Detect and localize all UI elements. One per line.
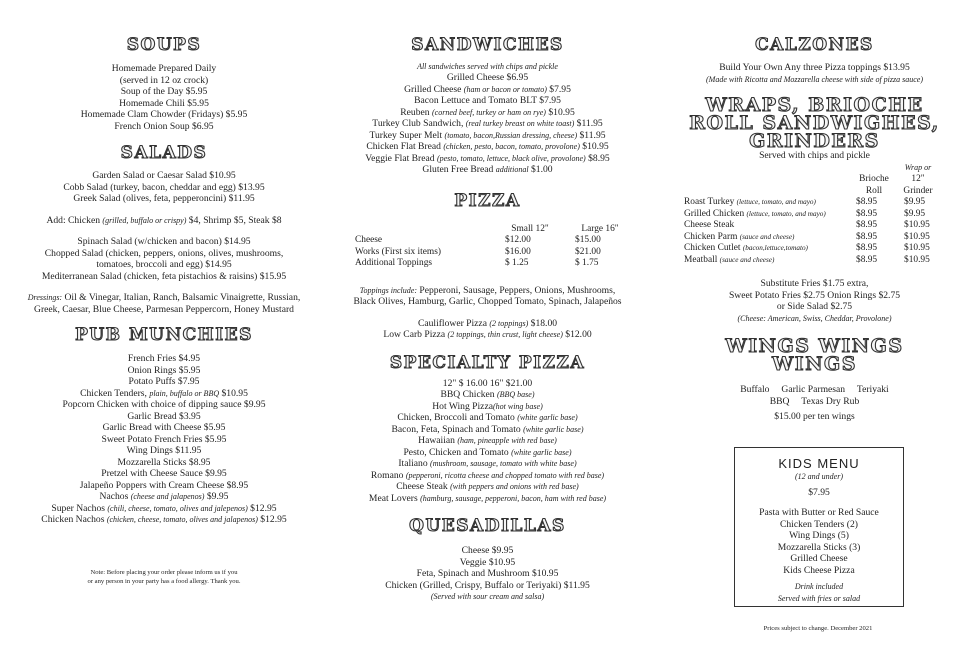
wraps-price-w: $9.95: [904, 208, 926, 219]
sandwich-item: Turkey Club Sandwich, (real turkey breast on white toast) $11.95: [372, 118, 603, 129]
wing-flavors-1: Buffalo Garlic Parmesan Teriyaki: [740, 384, 889, 395]
specialty-sizes: 12" $ 16.00 16" $21.00: [442, 377, 533, 389]
substitute-line-3: or Side Salad $2.75: [776, 301, 853, 312]
wraps-heading-1: WRAPS, BRIOCHE: [705, 94, 924, 116]
pub-munchie-item: Super Nachos (chili, cheese, tomato, olives and jalepenos) $12.95: [51, 502, 277, 514]
soups-heading: SOUPS: [126, 35, 202, 55]
kids-item: Chicken Tenders (2): [779, 518, 858, 530]
soup-item: Soup of the Day $5.95: [120, 86, 208, 97]
pizza-cell-name: Cheese: [355, 235, 383, 245]
wraps-col-brioche: Brioche Roll: [859, 174, 889, 196]
pizza-row: [355, 258, 635, 270]
salad-add-ons: Add: Chicken (grilled, buffalo or crispy) $4, Shrimp $5, Steak $8: [46, 214, 282, 226]
kids-drink: Drink included: [794, 582, 844, 591]
pizza-cell-name: Additional Toppings: [355, 258, 433, 268]
column-middle: [325, 0, 650, 603]
specialty-pizza-item: Pesto, Chicken and Tomato (white garlic base): [403, 446, 572, 458]
wraps-item-name: Meatball (sauce and cheese): [684, 254, 775, 265]
wraps-item-name: Cheese Steak: [684, 220, 735, 230]
wraps-price-w: $10.95: [904, 243, 930, 253]
kids-item: Grilled Cheese: [790, 553, 848, 564]
calzones-heading: CALZONES: [755, 35, 874, 55]
pizza-cell-large: $ 1.75: [575, 258, 599, 268]
sandwich-item: Bacon Lettuce and Tomato BLT $7.95: [414, 95, 561, 106]
wraps-price-b: $8.95: [856, 220, 878, 230]
pub-munchie-item: Onion Rings $5.95: [127, 364, 201, 376]
wraps-row: [684, 255, 938, 267]
pub-munchie-item: Sweet Potato French Fries $5.95: [101, 433, 227, 445]
wraps-heading-3: GRINDERS: [749, 130, 880, 152]
pub-munchie-item: Popcorn Chicken with choice of dipping sauce $9.95: [62, 399, 266, 410]
salad-item: Mediterranean Salad (chicken, feta pistachios & raisins) $15.95: [41, 270, 287, 282]
wraps-heading-2: ROLL SANDWIGHES,: [689, 112, 940, 134]
wraps-price-table: [684, 162, 938, 267]
wraps-price-w: $10.95: [904, 254, 930, 265]
wings-price: $15.00 per ten wings: [774, 411, 855, 422]
specialty-pizza-item: Cheese Steak (with peppers and onions with red base): [396, 481, 579, 492]
wraps-price-b: $8.95: [856, 197, 878, 207]
wraps-item-name: Roast Turkey (lettuce, tomato, and mayo): [684, 197, 816, 207]
quesadillas-heading: QUESADILLAS: [409, 516, 566, 536]
pizza-cell-name: Works (First six items): [355, 246, 441, 257]
wraps-price-b: $8.95: [856, 254, 878, 265]
wraps-price-w: $10.95: [904, 231, 930, 242]
allergy-note-1: Note: Before placing your order please inform us if you: [90, 568, 238, 576]
quesadillas-list: [325, 545, 650, 591]
wraps-row: [684, 232, 938, 244]
pizza-extras-list: [325, 318, 650, 341]
sandwich-item: Veggie Flat Bread (pesto, tomato, lettuce, black olive, provolone) $8.95: [365, 152, 610, 164]
column-left: [10, 0, 318, 586]
quesadillas-note: (Served with sour cream and salsa): [430, 592, 545, 601]
salad-item: Greek Salad (olives, feta, pepperoncini) $11.95: [73, 193, 255, 204]
sandwiches-list: [325, 72, 650, 176]
pizza-cell-large: $15.00: [575, 235, 601, 245]
specialty-pizza-item: Romano (pepperoni, ricotta cheese and chopped tomato with red base): [370, 469, 605, 481]
sandwiches-subtitle: All sandwiches served with chips and pickle: [417, 62, 558, 71]
wraps-price-w: $10.95: [904, 220, 930, 230]
kids-item: Pasta with Butter or Red Sauce: [759, 507, 879, 518]
wraps-col-wrap: Wrap or 12" Grinder: [903, 162, 933, 196]
wings-heading-2: WINGS: [771, 353, 858, 375]
pizza-extra-item: Low Carb Pizza (2 toppings, thin crust, light cheese) $12.00: [383, 329, 592, 340]
pub-munchie-item: Wing Dings $11.95: [126, 445, 202, 456]
specialty-pizza-item: Chicken, Broccoli and Tomato (white garlic base): [397, 412, 578, 423]
quesadilla-item: Feta, Spinach and Mushroom $10.95: [416, 568, 559, 579]
dressings-line-2: Greek, Caesar, Blue Cheese, Parmesan Peppercorn, Honey Mustard: [34, 303, 294, 315]
soup-item: Homemade Clam Chowder (Fridays) $5.95: [80, 109, 248, 120]
wing-flavors-2: BBQ Texas Dry Rub: [769, 395, 860, 407]
pub-munchie-item: Nachos (cheese and jalapenos) $9.95: [99, 491, 229, 502]
specialty-pizza-item: BBQ Chicken (BBQ base): [440, 389, 535, 400]
sandwich-item: Grilled Cheese $6.95: [446, 72, 529, 83]
pizza-cell-small: $ 1.25: [505, 258, 529, 268]
pub-munchie-item: Pretzel with Cheese Sauce $9.95: [101, 468, 227, 479]
pizza-row: [355, 247, 635, 259]
soup-item: Homemade Chili $5.95: [119, 97, 209, 109]
quesadilla-item: Veggie $10.95: [459, 556, 516, 568]
kids-item: Kids Cheese Pizza: [783, 564, 855, 576]
sandwiches-heading: SANDWICHES: [411, 35, 564, 55]
pub-munchie-item: French Fries $4.95: [127, 353, 201, 364]
wraps-subtitle: Served with chips and pickle: [759, 150, 870, 161]
wraps-row: [684, 220, 938, 232]
wraps-item-name: Grilled Chicken (lettuce, tomato, and mayo): [684, 208, 826, 219]
soup-item: Homemade Prepared Daily: [111, 63, 217, 74]
toppings-line-2: Black Olives, Hamburg, Garlic, Chopped Tomato, Spinach, Jalapeños: [353, 296, 622, 307]
sandwich-item: Chicken Flat Bread (chicken, pesto, bacon, tomato, provolone) $10.95: [366, 141, 609, 152]
prices-footer: Prices subject to change. December 2021: [763, 625, 873, 632]
calzones-line-1: Build Your Own Any three Pizza toppings $13.95: [719, 62, 910, 73]
soup-item: French Onion Soup $6.95: [114, 120, 214, 132]
quesadilla-item: Chicken (Grilled, Crispy, Buffalo or Teriyaki) $11.95: [385, 579, 590, 591]
salads-list: [10, 170, 318, 205]
wraps-row: [684, 243, 938, 255]
salads-list-2: [10, 236, 318, 282]
specialty-pizza-heading: SPECIALTY PIZZA: [389, 352, 586, 373]
pub-munchie-item: Garlic Bread $3.95: [127, 410, 201, 422]
soup-item: (served in 12 oz crock): [119, 74, 209, 86]
wings-heading-1: WINGS WINGS: [725, 335, 904, 357]
allergy-note-2: or any person in your party has a food allergy. Thank you.: [87, 577, 241, 585]
pizza-col-small: Small 12": [511, 223, 549, 234]
specialty-pizza-list: [325, 389, 650, 504]
kids-price: $7.95: [808, 486, 830, 498]
sandwich-item: Reuben (corned beef, turkey or ham on rye) $10.95: [400, 106, 575, 118]
pub-munchie-item: Garlic Bread with Cheese $5.95: [102, 422, 226, 433]
pizza-heading: PIZZA: [454, 190, 521, 211]
specialty-pizza-item: Bacon, Feta, Spinach and Tomato (white garlic base): [391, 423, 584, 435]
salads-heading: SALADS: [120, 143, 208, 163]
salad-item: Cobb Salad (turkey, bacon, cheddar and egg) $13.95: [63, 181, 265, 193]
cheese-options: (Cheese: American, Swiss, Cheddar, Provolone): [737, 313, 892, 323]
pub-munchie-item: Mozzarella Sticks $8.95: [117, 456, 211, 468]
wraps-price-b: $8.95: [856, 208, 878, 219]
pizza-price-table: [355, 224, 635, 270]
soups-list: [10, 63, 318, 132]
pizza-cell-small: $12.00: [505, 235, 531, 245]
toppings-line-1: Toppings include: Pepperoni, Sausage, Peppers, Onions, Mushrooms,: [359, 284, 616, 296]
pizza-cell-small: $16.00: [505, 246, 531, 257]
specialty-pizza-item: Italiano (mushroom, sausage, tomato with white base): [398, 458, 577, 469]
sandwich-item: Turkey Super Melt (tomato, bacon,Russian dressing, cheese) $11.95: [369, 129, 606, 141]
kids-age: (12 and under): [795, 472, 843, 481]
calzones-line-2: (Made with Ricotta and Mozzarella cheese with side of pizza sauce): [705, 74, 923, 84]
column-right: [662, 0, 967, 423]
specialty-pizza-item: Hawaiian (ham, pineapple with red base): [418, 435, 557, 446]
kids-menu-box: [734, 447, 904, 607]
salad-item: tomatoes, broccoli and egg) $14.95: [96, 259, 232, 270]
wraps-item-name: Chicken Cutlet (bacon,lettuce,tomato): [684, 243, 808, 253]
pizza-col-large: Large 16": [581, 223, 619, 234]
pizza-extra-item: Cauliflower Pizza (2 toppings) $18.00: [417, 317, 558, 329]
substitute-line-1: Substitute Fries $1.75 extra,: [760, 278, 869, 289]
pub-munchie-item: Chicken Nachos (chicken, cheese, tomato, olives and jalapenos) $12.95: [41, 514, 287, 525]
quesadilla-item: Cheese $9.95: [461, 545, 514, 556]
pizza-cell-large: $21.00: [575, 246, 601, 257]
wraps-row: [684, 209, 938, 221]
kids-item: Mozzarella Sticks (3): [777, 541, 861, 553]
wraps-item-name: Chicken Parm (sauce and cheese): [684, 231, 795, 242]
pub-munchies-heading: PUB MUNCHIES: [75, 325, 253, 345]
sandwich-item: Gluten Free Bread additional $1.00: [422, 164, 553, 175]
pub-munchie-item: Potato Puffs $7.95: [128, 376, 200, 387]
pub-munchie-item: Jalapeño Poppers with Cream Cheese $8.95: [79, 479, 249, 491]
specialty-pizza-item: Meat Lovers (hamburg, sausage, pepperoni, bacon, ham with red base): [368, 492, 607, 504]
wraps-price-b: $8.95: [856, 231, 878, 242]
sandwich-item: Grilled Cheese (ham or bacon or tomato) $7.95: [404, 83, 571, 95]
pub-munchie-item: Chicken Tenders, plain, buffalo or BBQ $10.95: [80, 387, 248, 399]
wraps-row: [684, 197, 938, 209]
kids-item: Wing Dings (5): [789, 530, 849, 541]
kids-served: Served with fries or salad: [777, 593, 861, 603]
pub-munchies-list: [10, 353, 318, 526]
salad-item: Chopped Salad (chicken, peppers, onions, olives, mushrooms,: [44, 247, 284, 259]
pizza-row: [355, 235, 635, 247]
salad-item: Garden Salad or Caesar Salad $10.95: [92, 170, 236, 181]
wraps-price-b: $8.95: [856, 243, 878, 253]
substitute-line-2: Sweet Potato Fries $2.75 Onion Rings $2.75: [728, 289, 901, 301]
dressings-line-1: Dressings: Oil & Vinegar, Italian, Ranch, Balsamic Vinaigrette, Russian,: [27, 292, 301, 303]
wraps-price-w: $9.95: [904, 197, 926, 207]
specialty-pizza-item: Hot Wing Pizza(hot wing base): [432, 400, 543, 412]
kids-menu-heading: KIDS MENU: [778, 456, 860, 471]
kids-menu-list: [735, 507, 903, 576]
salad-item: Spinach Salad (w/chicken and bacon) $14.95: [77, 236, 251, 247]
